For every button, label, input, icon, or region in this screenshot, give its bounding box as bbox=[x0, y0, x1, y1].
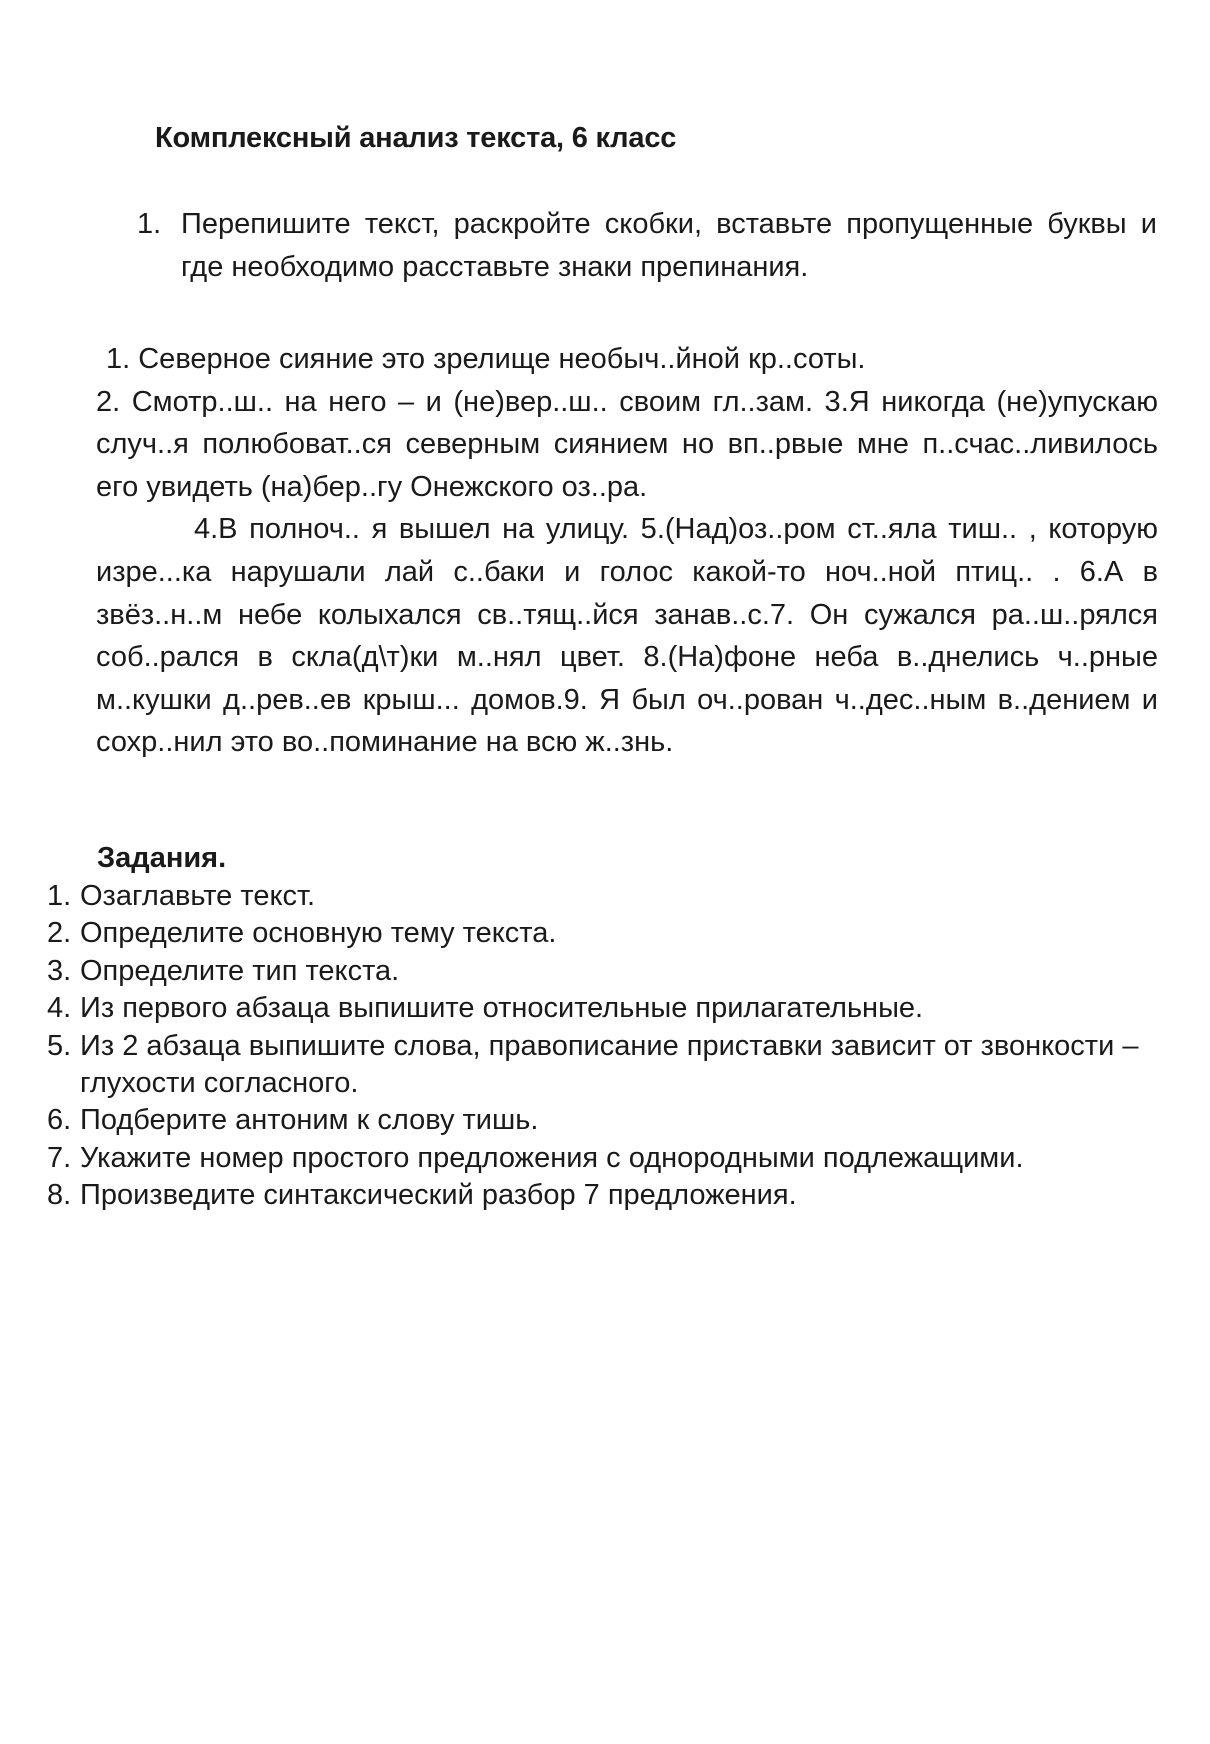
tasks-list bbox=[47, 878, 1177, 1215]
task-number: 5. bbox=[47, 1029, 72, 1062]
exercise-paragraph-2: 2. Смотр..ш.. на него – и (не)вер..ш.. своим гл..зам. 3.Я никогда (не)упускаю случ..я полюбоват..ся северным сиянием но вп..рвые мне п..счас..ливилось его увидеть (на)бер..гу Онежского оз..ра. bbox=[96, 385, 1158, 503]
task-number: 6. bbox=[47, 1104, 72, 1137]
task-number: 2. bbox=[47, 917, 72, 950]
task-item bbox=[47, 990, 1177, 1027]
task-text: Произведите синтаксический разбор 7 предложения. bbox=[80, 1179, 797, 1212]
task-item bbox=[47, 915, 1177, 952]
task-text: Из первого абзаца выпишите относительные прилагательные. bbox=[80, 992, 924, 1025]
task-item bbox=[47, 1140, 1177, 1177]
task-number: 1. bbox=[47, 880, 72, 912]
task-text: Из 2 абзаца выпишите слова, правописание приставки зависит от звонкости –глухости согласного. bbox=[80, 1029, 1139, 1100]
task-text: Определите основную тему текста. bbox=[80, 917, 557, 950]
document-title: Комплексный анализ текста, 6 класс bbox=[155, 122, 677, 154]
task-text: Озаглавьте текст. bbox=[80, 880, 316, 912]
exercise-paragraph-3: 4.В полноч.. я вышел на улицу. 5.(Над)оз..ром ст..яла тиш.. , которую изре...ка нарушали лай с..баки и голос какой-то ноч..ной птиц.. . 6.А в звёз..н..м небе колыхался св..тящ..йся занав..с.7. Он сужался ра..ш..рялся соб..рался в скла(д\т)ки м..нял цвет. 8.(На)фоне неба в..днелись ч..рные м..кушки д..рев..ев крыш... домов.9. Я был оч..рован ч..дес..ным в..дением и сохр..нил это во..поминание на всю ж..знь. bbox=[96, 513, 1158, 759]
task-number: 4. bbox=[47, 992, 72, 1025]
task-number: 3. bbox=[47, 954, 72, 987]
task-text: Подберите антоним к слову тишь. bbox=[80, 1104, 539, 1137]
task-item bbox=[47, 878, 1177, 915]
instruction-item bbox=[137, 203, 1157, 289]
exercise-sentence-1: 1. Северное сияние это зрелище необыч..йной кр..соты. bbox=[106, 343, 866, 375]
task-number: 7. bbox=[47, 1141, 72, 1174]
task-number: 8. bbox=[47, 1179, 72, 1212]
task-item bbox=[47, 1102, 1177, 1139]
task-item bbox=[47, 1028, 1177, 1103]
task-text: Определите тип текста. bbox=[80, 954, 400, 987]
instruction-text: Перепишите текст, раскройте скобки, вставьте пропущенные буквы и где необходимо расставьте знаки препинания. bbox=[181, 208, 1157, 283]
instruction-number: 1. bbox=[137, 208, 162, 240]
task-item bbox=[47, 1177, 1177, 1214]
tasks-heading: Задания. bbox=[97, 842, 227, 874]
task-item bbox=[47, 953, 1177, 990]
exercise-text bbox=[96, 338, 1158, 764]
task-text: Укажите номер простого предложения с однородными подлежащими. bbox=[80, 1141, 1024, 1174]
